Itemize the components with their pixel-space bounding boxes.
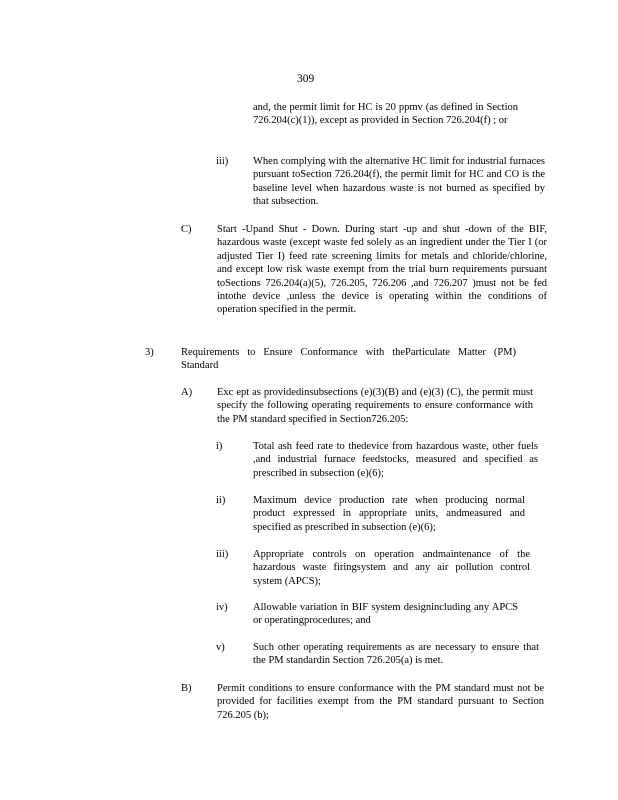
item-iv-label: iv)	[216, 602, 228, 613]
item-iii-second-label: iii)	[216, 549, 229, 560]
item-c-text: Start -Upand Shut - Down. During start -up and shut -down of the BIF, hazardous waste (except waste fed solely as an ingredient under the Tier I (or adjusted Tier I) feed rate screening limits for metals and chloride/chlorine, and except low risk waste exempt from the trial burn requirements pursuant toSections 726.204(a)(5), 726.205, 726.206 ,and 726.207 )must not be fed intothe device ,unless the device is operating within the conditions of operation specified in the permit.	[217, 224, 547, 316]
item-v-text: Such other operating requirements as are necessary to ensure that the PM standardin Section 726.205(a) is met.	[253, 642, 539, 667]
continuation-paragraph: and, the permit limit for HC is 20 ppmv (as defined in Section 726.204(c)(1)), except as provided in Section 726.204(f) ; or	[253, 102, 518, 127]
item-c-label: C)	[181, 224, 192, 235]
item-ii-label: ii)	[216, 495, 226, 506]
item-i-label: i)	[216, 441, 223, 452]
item-a-label: A)	[181, 387, 193, 398]
item-iii-first-text: When complying with the alternative HC limit for industrial furnaces pursuant toSection 726.204(f), the permit limit for HC and CO is the baseline level when hazardous waste is not burned as specified by that subsection.	[253, 156, 545, 208]
item-ii-text: Maximum device production rate when producing normal product expressed in appropriate units, andmeasured and specified as prescribed in subsection (e)(6);	[253, 495, 525, 533]
page-number: 309	[297, 73, 315, 85]
section-3-label: 3)	[145, 347, 154, 358]
item-iv-text: Allowable variation in BIF system designincluding any APCS or operatingprocedures; and	[253, 602, 518, 627]
item-v-label: v)	[216, 642, 225, 653]
item-b-label: B)	[181, 683, 192, 694]
section-3-heading: Requirements to Ensure Conformance with theParticulate Matter (PM) Standard	[181, 347, 516, 372]
item-iii-second-text: Appropriate controls on operation andmaintenance of the hazardous waste firingsystem and any air pollution control system (APCS);	[253, 549, 530, 587]
item-b-text: Permit conditions to ensure conformance with the PM standard must not be provided for facilities exempt from the PM standard pursuant to Section 726.205 (b);	[217, 683, 544, 721]
item-i-text: Total ash feed rate to thedevice from hazardous waste, other fuels ,and industrial furnace feedstocks, measured and specified as prescribed in subsection (e)(6);	[253, 441, 538, 479]
item-iii-first-label: iii)	[216, 156, 229, 167]
item-a-text: Exc ept as providedinsubsections (e)(3)(B) and (e)(3) (C), the permit must specify the following operating requirements to ensure conformance with the PM standard specified in Section726.205:	[217, 387, 533, 425]
